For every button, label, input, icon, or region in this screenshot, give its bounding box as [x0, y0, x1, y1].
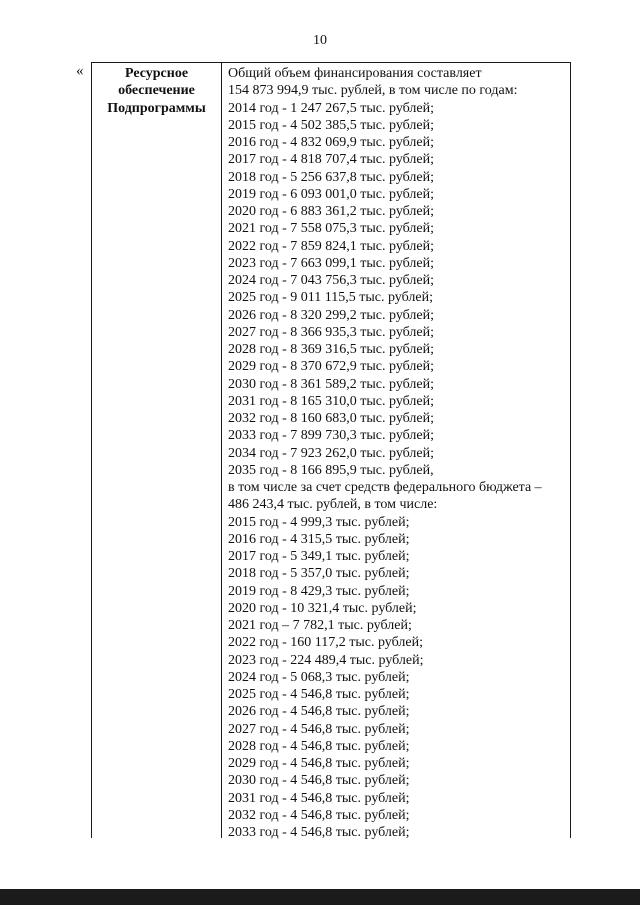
content-line: 2027 год - 4 546,8 тыс. рублей; [228, 721, 410, 737]
content-line: 2025 год - 4 546,8 тыс. рублей; [228, 687, 410, 702]
content-line: 2017 год - 5 349,1 тыс. рублей; [228, 549, 410, 564]
content-line: 2016 год - 4 832 069,9 тыс. рублей; [228, 135, 435, 150]
resource-table [91, 62, 571, 838]
scan-bottom-edge [0, 889, 640, 905]
label-line: Подпрограммы [107, 100, 206, 116]
page-number: 10 [313, 33, 327, 48]
content-line: 2023 год - 224 489,4 тыс. рублей; [228, 652, 424, 668]
content-line: 2015 год - 4 502 385,5 тыс. рублей; [228, 117, 435, 133]
content-line: 2022 год - 160 117,2 тыс. рублей; [228, 635, 423, 651]
content-line: 2033 год - 4 546,8 тыс. рублей; [228, 825, 410, 840]
content-line: 2034 год - 7 923 262,0 тыс. рублей; [228, 445, 435, 461]
content-line: 2032 год - 4 546,8 тыс. рублей; [228, 807, 410, 823]
content-line: 2024 год - 7 043 756,3 тыс. рублей; [228, 273, 435, 288]
column-divider [221, 63, 222, 838]
content-line: 2025 год - 9 011 115,5 тыс. рублей; [228, 290, 433, 306]
label-line: Ресурсное [124, 66, 189, 81]
opening-quote-mark: « [76, 63, 84, 79]
content-line: 2020 год - 10 321,4 тыс. рублей; [228, 600, 417, 616]
content-line: 2018 год - 5 357,0 тыс. рублей; [228, 566, 410, 582]
content-line: 2021 год - 7 558 075,3 тыс. рублей; [228, 221, 435, 237]
content-line: 2019 год - 6 093 001,0 тыс. рублей; [228, 186, 435, 202]
content-line: 2031 год - 4 546,8 тыс. рублей; [228, 790, 410, 806]
content-line: 486 243,4 тыс. рублей, в том числе: [228, 497, 438, 513]
content-line: 2033 год - 7 899 730,3 тыс. рублей; [228, 428, 435, 444]
content-line: 2021 год – 7 782,1 тыс. рублей; [228, 618, 412, 633]
content-line: 2019 год - 8 429,3 тыс. рублей; [228, 583, 410, 599]
content-line: 2035 год - 8 166 895,9 тыс. рублей, [228, 462, 434, 478]
content-line: 2028 год - 4 546,8 тыс. рублей; [228, 738, 410, 754]
label-line: обеспечение [118, 83, 195, 99]
content-line: 2026 год - 8 320 299,2 тыс. рублей; [228, 307, 435, 323]
content-line: 2015 год - 4 999,3 тыс. рублей; [228, 514, 410, 530]
content-line: 2030 год - 4 546,8 тыс. рублей; [228, 773, 410, 789]
content-line: 2017 год - 4 818 707,4 тыс. рублей; [228, 152, 435, 168]
content-line: 2031 год - 8 165 310,0 тыс. рублей; [228, 393, 435, 409]
content-line: 2023 год - 7 663 099,1 тыс. рублей; [228, 255, 435, 271]
content-line: 2020 год - 6 883 361,2 тыс. рублей; [228, 204, 435, 219]
label-cell [92, 65, 221, 117]
content-line: Общий объем финансирования составляет [228, 66, 482, 81]
content-line: 2030 год - 8 361 589,2 тыс. рублей; [228, 376, 435, 392]
content-cell [228, 65, 570, 841]
content-line: 2029 год - 8 370 672,9 тыс. рублей; [228, 359, 435, 375]
content-line: 2028 год - 8 369 316,5 тыс. рублей; [228, 342, 435, 357]
content-line: 154 873 994,9 тыс. рублей, в том числе по годам: [228, 83, 518, 99]
content-line: 2032 год - 8 160 683,0 тыс. рублей; [228, 411, 435, 426]
content-line: 2016 год - 4 315,5 тыс. рублей; [228, 531, 410, 547]
content-line: 2018 год - 5 256 637,8 тыс. рублей; [228, 169, 435, 185]
content-line: в том числе за счет средств федерального бюджета – [228, 480, 542, 495]
content-line: 2026 год - 4 546,8 тыс. рублей; [228, 704, 410, 720]
content-line: 2027 год - 8 366 935,3 тыс. рублей; [228, 324, 435, 340]
content-line: 2029 год - 4 546,8 тыс. рублей; [228, 756, 410, 771]
content-line: 2024 год - 5 068,3 тыс. рублей; [228, 669, 410, 685]
content-line: 2022 год - 7 859 824,1 тыс. рублей; [228, 238, 435, 254]
content-line: 2014 год - 1 247 267,5 тыс. рублей; [228, 100, 435, 116]
